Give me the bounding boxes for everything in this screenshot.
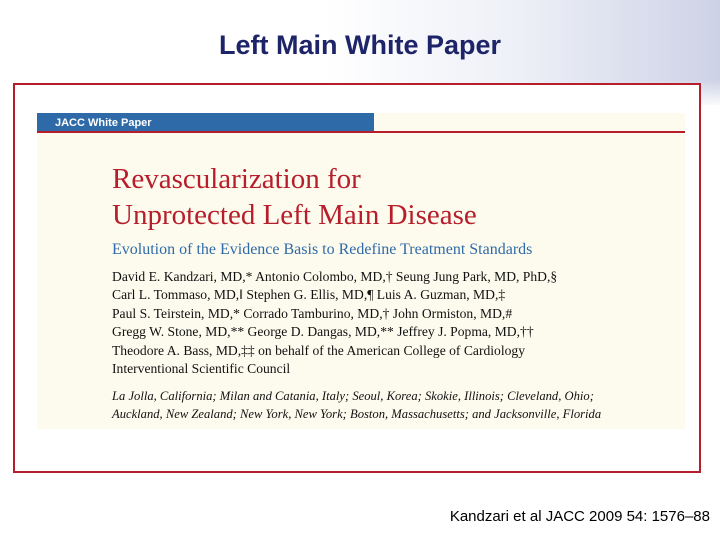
author-line: Gregg W. Stone, MD,** George D. Dangas, MD,** Jeffrey J. Popma, MD,††	[112, 324, 534, 340]
paper-title	[112, 161, 672, 233]
affiliation-list	[112, 387, 677, 423]
slide-title: Left Main White Paper	[218, 30, 502, 60]
author-line: Paul S. Teirstein, MD,* Corrado Tamburino, MD,† John Ormiston, MD,#	[112, 305, 513, 321]
paper-subtitle: Evolution of the Evidence Basis to Redefine Treatment Standards	[112, 241, 533, 258]
author-line: Interventional Scientific Council	[112, 361, 291, 377]
citation-reference: Kandzari et al JACC 2009 54: 1576–88	[449, 508, 710, 525]
author-line: David E. Kandzari, MD,* Antonio Colombo, MD,† Seung Jung Park, MD, PhD,§	[112, 269, 558, 284]
journal-header-rule	[37, 131, 685, 133]
journal-section-tag: JACC White Paper	[37, 113, 374, 133]
paper-title-line: Revascularization for	[112, 163, 361, 195]
affiliation-line: Auckland, New Zealand; New York, New York; Boston, Massachusetts; and Jacksonville, Florida	[112, 407, 602, 421]
author-list	[112, 268, 677, 378]
affiliation-line: La Jolla, California; Milan and Catania, Italy; Seoul, Korea; Skokie, Illinois; Cleveland, Ohio;	[112, 389, 594, 403]
paper-title-line: Unprotected Left Main Disease	[112, 199, 477, 231]
author-line: Theodore A. Bass, MD,‡‡ on behalf of the American College of Cardiology	[112, 342, 526, 358]
paper-excerpt	[37, 113, 685, 429]
author-line: Carl L. Tommaso, MD,‖ Stephen G. Ellis, MD,¶ Luis A. Guzman, MD,‡	[112, 287, 506, 303]
